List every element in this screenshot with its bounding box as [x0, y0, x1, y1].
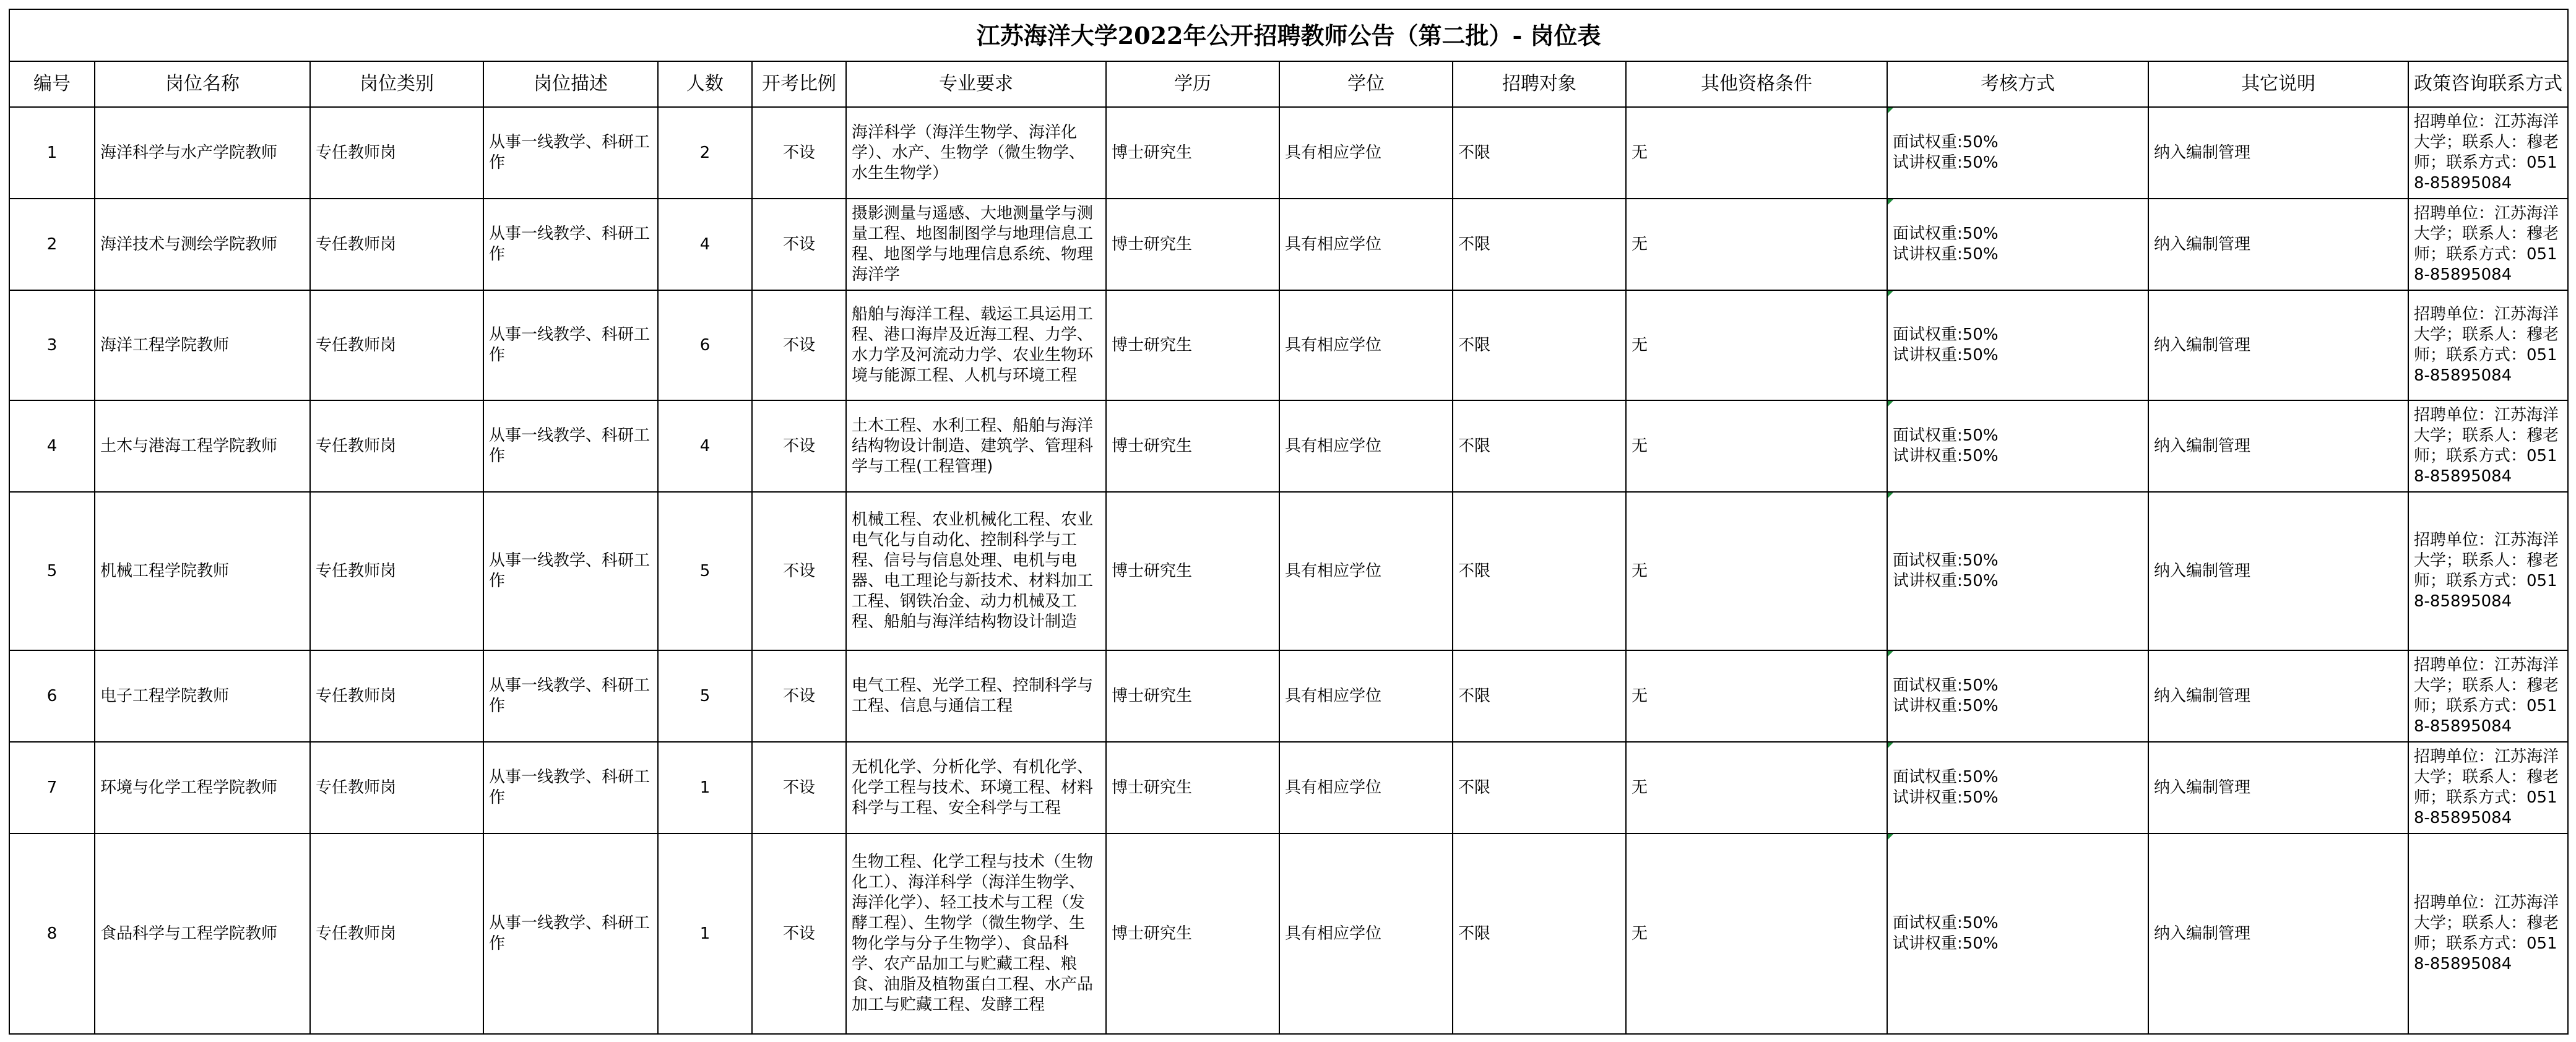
table-row	[9, 742, 2568, 833]
cell-category: 专任教师岗	[310, 742, 483, 833]
cell-contact: 招聘单位：江苏海洋大学；联系人：穆老师；联系方式：0518-85895084	[2408, 199, 2568, 290]
cell-exam-method	[1887, 199, 2148, 290]
cell-description: 从事一线教学、科研工作	[483, 492, 658, 650]
cell-count: 2	[658, 107, 752, 199]
cell-target: 不限	[1453, 833, 1626, 1034]
exam-interview-weight: 面试权重:50%	[1893, 768, 1999, 786]
cell-ratio: 不设	[752, 833, 846, 1034]
cell-category: 专任教师岗	[310, 199, 483, 290]
exam-lecture-weight: 试讲权重:50%	[1893, 245, 1999, 264]
cell-no: 8	[9, 833, 95, 1034]
cell-position-name: 海洋科学与水产学院教师	[95, 107, 310, 199]
cell-contact: 招聘单位：江苏海洋大学；联系人：穆老师；联系方式：0518-85895084	[2408, 650, 2568, 742]
cell-education: 博士研究生	[1106, 833, 1279, 1034]
column-header: 学历	[1106, 61, 1279, 107]
positions-table	[9, 9, 2569, 1035]
cell-exam-method	[1887, 833, 2148, 1034]
cell-note: 纳入编制管理	[2148, 199, 2408, 290]
cell-description: 从事一线教学、科研工作	[483, 400, 658, 492]
cell-ratio: 不设	[752, 492, 846, 650]
cell-contact: 招聘单位：江苏海洋大学；联系人：穆老师；联系方式：0518-85895084	[2408, 492, 2568, 650]
cell-note: 纳入编制管理	[2148, 290, 2408, 400]
cell-ratio: 不设	[752, 742, 846, 833]
cell-count: 1	[658, 742, 752, 833]
exam-lecture-weight: 试讲权重:50%	[1893, 788, 1999, 807]
cell-description: 从事一线教学、科研工作	[483, 199, 658, 290]
cell-note: 纳入编制管理	[2148, 492, 2408, 650]
cell-major: 船舶与海洋工程、载运工具运用工程、港口海岸及近海工程、力学、水力学及河流动力学、农业生物环境与能源工程、人机与环境工程	[846, 290, 1106, 400]
cell-education: 博士研究生	[1106, 290, 1279, 400]
cell-exam-method	[1887, 400, 2148, 492]
cell-other-conditions: 无	[1626, 107, 1887, 199]
cell-ratio: 不设	[752, 290, 846, 400]
cell-note: 纳入编制管理	[2148, 742, 2408, 833]
cell-target: 不限	[1453, 400, 1626, 492]
cell-other-conditions: 无	[1626, 199, 1887, 290]
cell-count: 1	[658, 833, 752, 1034]
cell-target: 不限	[1453, 107, 1626, 199]
column-header: 其它说明	[2148, 61, 2408, 107]
cell-degree: 具有相应学位	[1279, 199, 1453, 290]
column-header: 编号	[9, 61, 95, 107]
cell-category: 专任教师岗	[310, 833, 483, 1034]
cell-category: 专任教师岗	[310, 492, 483, 650]
cell-ratio: 不设	[752, 400, 846, 492]
table-row	[9, 650, 2568, 742]
cell-description: 从事一线教学、科研工作	[483, 650, 658, 742]
cell-degree: 具有相应学位	[1279, 833, 1453, 1034]
cell-contact: 招聘单位：江苏海洋大学；联系人：穆老师；联系方式：0518-85895084	[2408, 400, 2568, 492]
table-row	[9, 199, 2568, 290]
cell-exam-method	[1887, 650, 2148, 742]
cell-position-name: 食品科学与工程学院教师	[95, 833, 310, 1034]
table-title: 江苏海洋大学2022年公开招聘教师公告（第二批）- 岗位表	[9, 9, 2568, 61]
cell-description: 从事一线教学、科研工作	[483, 107, 658, 199]
cell-education: 博士研究生	[1106, 492, 1279, 650]
cell-education: 博士研究生	[1106, 400, 1279, 492]
cell-ratio: 不设	[752, 199, 846, 290]
cell-major: 土木工程、水利工程、船舶与海洋结构物设计制造、建筑学、管理科学与工程(工程管理)	[846, 400, 1106, 492]
cell-other-conditions: 无	[1626, 742, 1887, 833]
cell-no: 4	[9, 400, 95, 492]
exam-interview-weight: 面试权重:50%	[1893, 914, 1999, 932]
cell-education: 博士研究生	[1106, 107, 1279, 199]
cell-degree: 具有相应学位	[1279, 290, 1453, 400]
cell-education: 博士研究生	[1106, 742, 1279, 833]
cell-description: 从事一线教学、科研工作	[483, 742, 658, 833]
column-header: 考核方式	[1887, 61, 2148, 107]
column-header: 其他资格条件	[1626, 61, 1887, 107]
cell-exam-method	[1887, 107, 2148, 199]
cell-no: 3	[9, 290, 95, 400]
cell-education: 博士研究生	[1106, 650, 1279, 742]
cell-note: 纳入编制管理	[2148, 650, 2408, 742]
cell-position-name: 环境与化学工程学院教师	[95, 742, 310, 833]
cell-count: 4	[658, 199, 752, 290]
cell-degree: 具有相应学位	[1279, 742, 1453, 833]
cell-position-name: 土木与港海工程学院教师	[95, 400, 310, 492]
cell-position-name: 电子工程学院教师	[95, 650, 310, 742]
cell-category: 专任教师岗	[310, 650, 483, 742]
cell-no: 2	[9, 199, 95, 290]
exam-interview-weight: 面试权重:50%	[1893, 225, 1999, 243]
cell-target: 不限	[1453, 290, 1626, 400]
cell-education: 博士研究生	[1106, 199, 1279, 290]
exam-lecture-weight: 试讲权重:50%	[1893, 697, 1999, 715]
column-header: 学位	[1279, 61, 1453, 107]
cell-count: 6	[658, 290, 752, 400]
cell-contact: 招聘单位：江苏海洋大学；联系人：穆老师；联系方式：0518-85895084	[2408, 107, 2568, 199]
cell-target: 不限	[1453, 742, 1626, 833]
cell-category: 专任教师岗	[310, 290, 483, 400]
cell-ratio: 不设	[752, 107, 846, 199]
cell-no: 5	[9, 492, 95, 650]
cell-exam-method	[1887, 742, 2148, 833]
exam-lecture-weight: 试讲权重:50%	[1893, 346, 1999, 364]
cell-position-name: 机械工程学院教师	[95, 492, 310, 650]
column-header: 专业要求	[846, 61, 1106, 107]
column-header: 岗位名称	[95, 61, 310, 107]
cell-other-conditions: 无	[1626, 650, 1887, 742]
exam-interview-weight: 面试权重:50%	[1893, 133, 1999, 152]
cell-note: 纳入编制管理	[2148, 107, 2408, 199]
column-header: 招聘对象	[1453, 61, 1626, 107]
column-header: 岗位类别	[310, 61, 483, 107]
cell-target: 不限	[1453, 650, 1626, 742]
cell-major: 无机化学、分析化学、有机化学、化学工程与技术、环境工程、材料科学与工程、安全科学与工程	[846, 742, 1106, 833]
cell-description: 从事一线教学、科研工作	[483, 290, 658, 400]
column-header: 政策咨询联系方式	[2408, 61, 2568, 107]
cell-no: 7	[9, 742, 95, 833]
cell-ratio: 不设	[752, 650, 846, 742]
exam-lecture-weight: 试讲权重:50%	[1893, 153, 1999, 172]
exam-lecture-weight: 试讲权重:50%	[1893, 934, 1999, 953]
cell-exam-method	[1887, 290, 2148, 400]
exam-interview-weight: 面试权重:50%	[1893, 325, 1999, 344]
cell-contact: 招聘单位：江苏海洋大学；联系人：穆老师；联系方式：0518-85895084	[2408, 290, 2568, 400]
cell-degree: 具有相应学位	[1279, 107, 1453, 199]
cell-category: 专任教师岗	[310, 107, 483, 199]
table-row	[9, 107, 2568, 199]
cell-description: 从事一线教学、科研工作	[483, 833, 658, 1034]
column-header: 岗位描述	[483, 61, 658, 107]
cell-note: 纳入编制管理	[2148, 400, 2408, 492]
title-row	[9, 9, 2568, 61]
cell-target: 不限	[1453, 199, 1626, 290]
cell-major: 海洋科学（海洋生物学、海洋化学）、水产、生物学（微生物学、水生生物学）	[846, 107, 1106, 199]
cell-other-conditions: 无	[1626, 290, 1887, 400]
table-row	[9, 492, 2568, 650]
cell-other-conditions: 无	[1626, 492, 1887, 650]
exam-interview-weight: 面试权重:50%	[1893, 551, 1999, 570]
cell-major: 机械工程、农业机械化工程、农业电气化与自动化、控制科学与工程、信号与信息处理、电机与电器、电工理论与新技术、材料加工工程、钢铁冶金、动力机械及工程、船舶与海洋结构物设计制造	[846, 492, 1106, 650]
cell-major: 生物工程、化学工程与技术（生物化工）、海洋科学（海洋生物学、海洋化学）、轻工技术与工程（发酵工程）、生物学（微生物学、生物化学与分子生物学）、食品科学、农产品加工与贮藏工程、粮食、油脂及植物蛋白工程、水产品加工与贮藏工程、发酵工程	[846, 833, 1106, 1034]
table-row	[9, 833, 2568, 1034]
cell-other-conditions: 无	[1626, 833, 1887, 1034]
cell-no: 1	[9, 107, 95, 199]
exam-lecture-weight: 试讲权重:50%	[1893, 572, 1999, 590]
cell-major: 电气工程、光学工程、控制科学与工程、信息与通信工程	[846, 650, 1106, 742]
cell-target: 不限	[1453, 492, 1626, 650]
cell-exam-method	[1887, 492, 2148, 650]
positions-sheet	[9, 9, 2567, 1033]
table-row	[9, 400, 2568, 492]
column-header: 开考比例	[752, 61, 846, 107]
exam-interview-weight: 面试权重:50%	[1893, 426, 1999, 445]
cell-degree: 具有相应学位	[1279, 400, 1453, 492]
cell-contact: 招聘单位：江苏海洋大学；联系人：穆老师；联系方式：0518-85895084	[2408, 742, 2568, 833]
exam-interview-weight: 面试权重:50%	[1893, 676, 1999, 695]
cell-degree: 具有相应学位	[1279, 492, 1453, 650]
cell-position-name: 海洋技术与测绘学院教师	[95, 199, 310, 290]
cell-major: 摄影测量与遥感、大地测量学与测量工程、地图制图学与地理信息工程、地图学与地理信息系统、物理海洋学	[846, 199, 1106, 290]
table-body	[9, 107, 2568, 1034]
column-header: 人数	[658, 61, 752, 107]
table-row	[9, 290, 2568, 400]
cell-category: 专任教师岗	[310, 400, 483, 492]
cell-contact: 招聘单位：江苏海洋大学；联系人：穆老师；联系方式：0518-85895084	[2408, 833, 2568, 1034]
cell-count: 5	[658, 650, 752, 742]
exam-lecture-weight: 试讲权重:50%	[1893, 447, 1999, 465]
cell-note: 纳入编制管理	[2148, 833, 2408, 1034]
cell-count: 5	[658, 492, 752, 650]
cell-other-conditions: 无	[1626, 400, 1887, 492]
cell-position-name: 海洋工程学院教师	[95, 290, 310, 400]
cell-no: 6	[9, 650, 95, 742]
header-row	[9, 61, 2568, 107]
cell-count: 4	[658, 400, 752, 492]
cell-degree: 具有相应学位	[1279, 650, 1453, 742]
